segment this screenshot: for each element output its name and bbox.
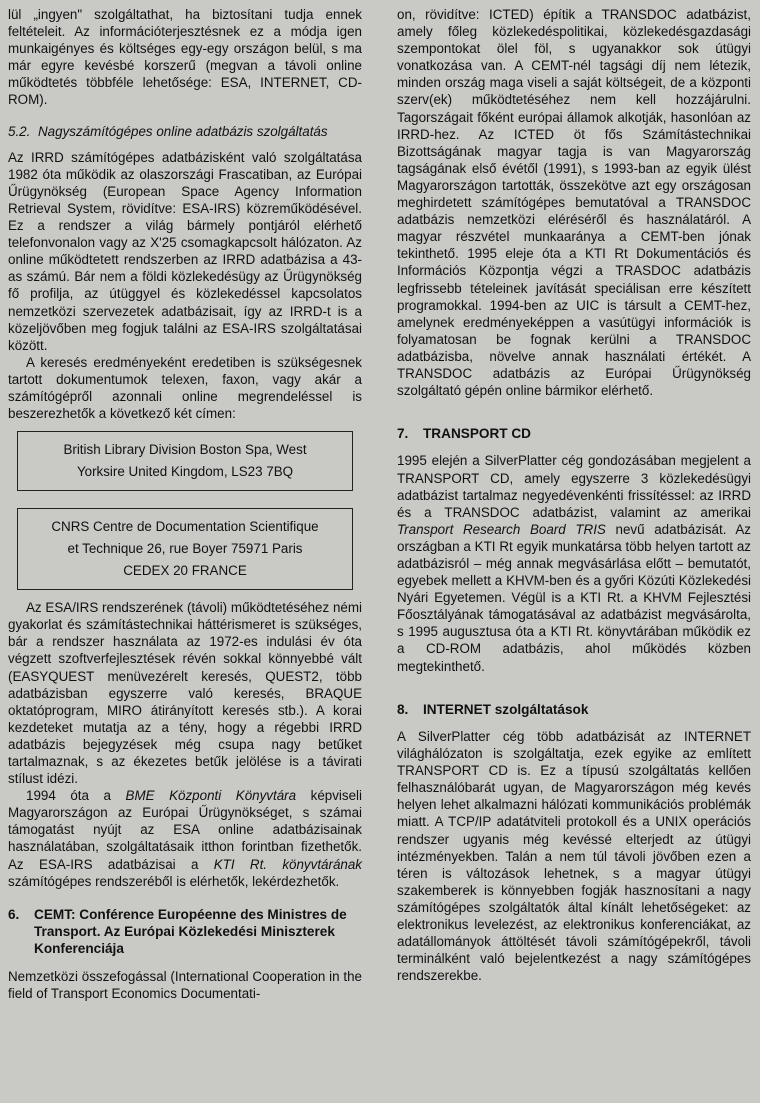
esa-irs-paragraph: Az ESA/IRS rendszerének (távoli) működtetéséhez némi gyakorlat és számítástechnikai háttérismeret is szükséges, bár a rendszer használata az 1972-es indulási év óta végzett szoftverfejlesztések révén sokkal könnyebbé vált (EASYQUEST menüvezérelt keresés, QUEST2, több adatbázisban egyszerre való keresés, BRAQUE oktatóprogram, MIRO átirányított keresés stb.). A korai kezdeteket mutatja az a tény, hogy a régebbi IRRD adatbázis bejegyzések még csupa nagy betűket tartalmaznak, s az ékezetes betűk jelölése is a távirati stílust idézi. — [8, 600, 362, 787]
text-run: 1994 óta a — [26, 788, 126, 804]
address-box-cnrs — [17, 508, 353, 590]
text-run: számítógépes rendszeréből is elérhetők, lekérdezhetők. — [8, 873, 340, 889]
section-number: 5.2. — [8, 123, 31, 139]
address-box-british-library — [17, 431, 353, 491]
section-5-2-heading — [8, 123, 362, 140]
address-line: British Library Division Boston Spa, West — [63, 442, 307, 458]
intro-paragraph: lül „ingyen" szolgáltathat, ha biztosítani tudja ennek feltételeit. Az információterjesztésnek ez a módja igen munkaigényes és költséges egy-egy országon belül, s ma már egyre kevésbé korszerű (megvan a távoli online működtetés többféle lehetősége: ESA, INTERNET, CD-ROM). — [8, 7, 362, 108]
section-6-heading — [8, 906, 362, 958]
irrd-paragraph: Az IRRD számítógépes adatbázisként való szolgáltatása 1982 óta működik az olaszországi Frascatiban, az Európai Űrügynökség (European Space Agency Information Retrieval System, rövidítve: ESA-IRS) közreműködésével. Ez a rendszer a világ bármely pontjáról elérhető telefonvonalon vagy az X'25 csomagkapcsolt hálózaton. Az online működtetett rendszerben az IRRD adatbázisa a 43-as számú. Bár nem a földi közlekedésügy az Űrügynökség fő profilja, az útüggyel és közlekedéssel kapcsolatos nemzetközi szervezetek adatbázisait, így az IRRD-t is a közeljövőben meg fogjuk találni az ESA-IRS szolgáltatásai között. — [8, 149, 362, 353]
text-run-italic: Transport Research Board TRIS — [397, 521, 606, 537]
address-line: CEDEX 20 FRANCE — [123, 563, 247, 579]
section-title: INTERNET szolgáltatások — [423, 701, 589, 717]
text-run: képviseli Magyarországon az Európai Űrügynökséget, s számai támogatást nyújt az ESA online adatbázisainak használatában, szolgáltatásaik itthon forintban fizethetők. Az ESA-IRS adatbázisai a — [8, 788, 362, 872]
address-line: CNRS Centre de Documentation Scientifique — [51, 519, 319, 535]
address-line: Yorksire United Kingdom, LS23 7BQ — [76, 464, 294, 480]
search-results-paragraph: A keresés eredményeként eredetiben is szükségesnek tartott dokumentumok telexen, faxon, vagy akár a számítógépről azonnali online megrendeléssel is beszerezhetők a következő két címen: — [8, 354, 362, 422]
address-line: et Technique 26, rue Boyer 75971 Paris — [67, 541, 303, 557]
left-column — [8, 6, 362, 1002]
section-number: 8. — [397, 701, 409, 717]
section-number: 7. — [397, 426, 409, 442]
section-number: 6. — [8, 906, 20, 922]
text-run-italic: KTI Rt. könyvtárának — [213, 856, 362, 872]
transport-cd-paragraph — [397, 452, 751, 674]
right-column — [397, 6, 751, 984]
section-8-heading — [397, 701, 751, 718]
text-run-italic: BME Központi Könyvtára — [125, 788, 297, 804]
text-run: nevű adatbázisát. Az országban a KTI Rt egyik munkatársa több helyen tartott az adatbázisról – még annak megvásárlása előtt – bemutatót, egyebek mellett a KHVM-ben és a győri Közúti Közlekedési Nyári Egyetemen. Végül is a KTI Rt. a KHVM Fejlesztési Főosztályának támogatásával az adatbázist megvásárolta, s 1995 augusztusa óta a KTI Rt. könyvtárában működik ez a CD-ROM adatbázis, ahol működés közben megtekinthető. — [397, 521, 751, 674]
section-7-heading — [397, 425, 751, 442]
section-title: Nagyszámítógépes online adatbázis szolgáltatás — [38, 123, 328, 139]
text-run: 1995 elején a SilverPlatter cég gondozásában megjelent a TRANSPORT CD, amely egyszerre 3 közlekedésügyi adatbázist tartalmaz negyedévenkénti frissítéssel: az IRRD és a TRANSDOC adatbázist, valamint az amerikai — [397, 453, 751, 520]
cemt-intro-paragraph: Nemzetközi összefogással (International Cooperation in the field of Transport Economics Documentati- — [8, 968, 362, 1001]
bme-paragraph — [8, 787, 362, 890]
internet-paragraph: A SilverPlatter cég több adatbázisát az INTERNET világhálózaton is szolgáltatja, ezek egyike az említett TRANSPORT CD is. Ez a típusú szolgáltatás kellően felhasználóbarát ugyan, de Magyarországon még kevés helyen lehet alkalmazni hálózati kommunikációs problémák miatt. A TCP/IP adatátviteli protokoll és a UNIX operációs rendszer ugyanis még kevéssé elterjedt az útügyi intézményekben. Talán a nem túl távoli jövőben ezen a téren is változások lehetnek, s a magyar útügyi szakemberek is könnyebben fogják hasznosítani a nagy számítógépes szolgáltatók által kínált lehetőségeket: az elektronikus levelezést, az elektronikus konferenciákat, az adatállományok áttöltését távoli számítógépekről, távoli terminálként való bejelentkezést a nagy számítógépes rendszerekbe. — [397, 728, 751, 984]
cemt-paragraph: on, rövidítve: ICTED) építik a TRANSDOC adatbázist, amely főleg közlekedéspolitikai, közlekedésgazdasági szempontokat ölel föl, s ugyanakkor sok útügyi vonatkozása van. A CEMT-nél tagsági díj nem létezik, minden ország maga viseli a saját költségeit, de a központi szerv(ek) működtetéséhez nem kell hozzájárulni. Tagországait főként európai államok alkotják, hasonlóan az IRRD-hez. Az ICTED öt fős Számítástechnikai Bizottságának magyar tagja is van Magyarország tagságának első évétől (1991), s 1993-ban az egyik ülést Magyarországon tartották, összekötve azt egy országosan meghirdetett számítógépes bemutatóval a TRANSDOC adatbázis nemzetközi eléréséről és használatáról. A magyar részvétel munkaaránya a CEMT-ben jónak tekinthető. 1995 eleje óta a KTI Rt Dokumentációs és Információs Központja végzi a TRASDOC adatbázis legfrissebb tételeinek javítását speciálisan erre készített programokkal. 1994-ben az UIC is társult a CEMT-hez, amelynek eredményeképpen a vasútügyi információk is folyamatosan be fognak kerülni a TRANSDOC adatbázisba, növelve annak használati értékét. A TRANSDOC adatbázis az Európai Űrügynökség szolgáltató gépén online bármikor elérhető. — [397, 7, 751, 399]
section-title: TRANSPORT CD — [423, 426, 531, 442]
section-title: CEMT: Conférence Européenne des Ministres de Transport. Az Európai Közlekedési Miniszterek Konferenciája — [34, 906, 347, 957]
